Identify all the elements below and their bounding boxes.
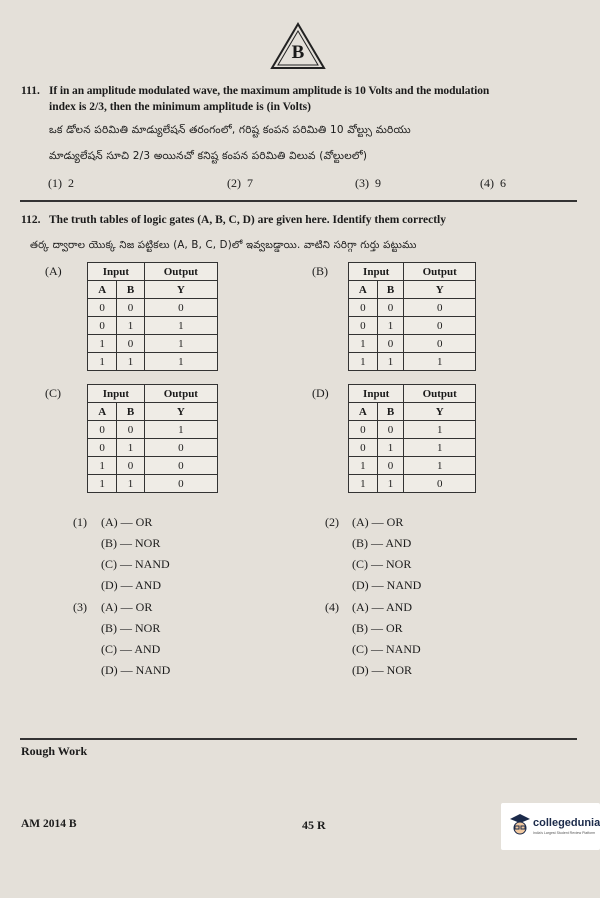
cell: 0 <box>88 317 117 335</box>
cell: 0 <box>377 421 404 439</box>
table-row <box>349 475 476 493</box>
output-header: Output <box>404 263 476 281</box>
table-row <box>349 317 476 335</box>
q112-text: The truth tables of logic gates (A, B, C, D) are given here. Identify them correctly <box>49 214 446 226</box>
cell: 0 <box>377 299 404 317</box>
truth-table-c <box>87 384 218 493</box>
option-line: (C) — AND <box>101 642 161 656</box>
cell: 0 <box>349 317 378 335</box>
cell: 1 <box>349 335 378 353</box>
table-row <box>349 299 476 317</box>
q111-option-4[interactable] <box>480 176 506 191</box>
col-header: Y <box>404 403 476 421</box>
option-line: (A) — AND <box>352 600 412 614</box>
col-header: B <box>117 403 144 421</box>
output-header: Output <box>144 263 217 281</box>
cell: 0 <box>144 475 217 493</box>
brand-tagline: India's Largest Student Review Platform <box>533 831 596 835</box>
truth-table-d <box>348 384 476 493</box>
option-line: (D) — AND <box>101 578 161 592</box>
cell: 0 <box>404 299 476 317</box>
table-row <box>88 439 218 457</box>
option-text: 9 <box>375 176 381 190</box>
option-label: (1) <box>48 176 62 190</box>
cell: 1 <box>144 317 217 335</box>
option-line: (D) — NAND <box>101 663 171 677</box>
brand-name: collegedunia <box>533 817 600 829</box>
rough-work-label: Rough Work <box>21 744 88 758</box>
table-row <box>88 353 218 371</box>
cell: 1 <box>88 475 117 493</box>
cell: 0 <box>349 439 378 457</box>
option-line: (A) — OR <box>101 515 153 529</box>
option-line: (C) — NAND <box>352 642 421 656</box>
output-header: Output <box>404 385 476 403</box>
cell: 0 <box>117 335 144 353</box>
q111-telugu-line1: ఒక డోలన పరిమితి మాడ్యులేషన్ తరంగంలో, గరిష్ట కంపన పరిమితి 10 వోల్ట్సు మరియు <box>49 124 411 136</box>
option-line: (A) — OR <box>352 515 404 529</box>
cell: 0 <box>144 299 217 317</box>
cell: 0 <box>117 457 144 475</box>
option-line: (A) — OR <box>101 600 153 614</box>
table-row <box>88 335 218 353</box>
table-a-label: (A) <box>45 264 62 278</box>
q111-option-3[interactable] <box>355 176 381 191</box>
option-line: (B) — NOR <box>101 621 161 635</box>
option-line: (B) — OR <box>352 621 403 635</box>
cell: 0 <box>144 457 217 475</box>
cell: 1 <box>377 353 404 371</box>
col-header: B <box>117 281 144 299</box>
table-row <box>349 457 476 475</box>
option-line: (C) — NAND <box>101 557 170 571</box>
table-row <box>349 421 476 439</box>
option-line: (C) — NOR <box>352 557 412 571</box>
cell: 0 <box>377 335 404 353</box>
booklet-code-badge <box>270 22 326 70</box>
option-label: (4) <box>480 176 494 190</box>
cell: 1 <box>117 317 144 335</box>
cell: 0 <box>144 439 217 457</box>
cell: 1 <box>144 335 217 353</box>
col-header: A <box>88 403 117 421</box>
cell: 1 <box>117 475 144 493</box>
table-b-label: (B) <box>312 264 328 278</box>
option-label: (4) <box>325 600 339 614</box>
table-c-label: (C) <box>45 386 61 400</box>
cell: 0 <box>88 299 117 317</box>
page-number: 45 R <box>302 818 326 832</box>
q111-option-2[interactable] <box>227 176 253 191</box>
q111-number: 111. <box>21 85 40 97</box>
cell: 1 <box>88 335 117 353</box>
cell: 1 <box>404 353 476 371</box>
col-header: Y <box>144 281 217 299</box>
collegedunia-badge[interactable] <box>501 803 600 850</box>
input-header: Input <box>88 263 145 281</box>
col-header: B <box>377 281 404 299</box>
col-header: A <box>349 403 378 421</box>
col-header: A <box>88 281 117 299</box>
section-divider <box>20 200 577 202</box>
booklet-code: B <box>291 42 305 63</box>
cell: 1 <box>88 457 117 475</box>
cell: 0 <box>404 335 476 353</box>
footer-divider <box>20 738 577 740</box>
option-line: (D) — NOR <box>352 663 412 677</box>
cell: 1 <box>349 457 378 475</box>
col-header: A <box>349 281 378 299</box>
option-label: (1) <box>73 515 87 529</box>
cell: 0 <box>117 421 144 439</box>
option-label: (3) <box>73 600 87 614</box>
cell: 1 <box>404 421 476 439</box>
cell: 1 <box>377 475 404 493</box>
cell: 0 <box>349 421 378 439</box>
cell: 1 <box>404 439 476 457</box>
col-header: B <box>377 403 404 421</box>
table-row <box>88 457 218 475</box>
table-d-label: (D) <box>312 386 329 400</box>
option-label: (3) <box>355 176 369 190</box>
truth-table-a <box>87 262 218 371</box>
table-row <box>349 353 476 371</box>
cell: 0 <box>377 457 404 475</box>
input-header: Input <box>88 385 145 403</box>
cell: 1 <box>117 353 144 371</box>
option-line: (B) — NOR <box>101 536 161 550</box>
q111-option-1[interactable] <box>48 176 74 191</box>
input-header: Input <box>349 385 404 403</box>
cell: 0 <box>404 317 476 335</box>
cell: 1 <box>404 457 476 475</box>
option-text: 7 <box>247 176 253 190</box>
q111-text-line2: index is 2/3, then the minimum amplitude is (in Volts) <box>49 101 311 113</box>
q112-number: 112. <box>21 214 41 226</box>
q111-telugu-line2: మాడ్యులేషన్ సూచి 2/3 అయినచో కనిష్ట కంపన పరిమితి విలువ (వోల్టులలో) <box>49 150 368 162</box>
option-text: 6 <box>500 176 506 190</box>
col-header: Y <box>404 281 476 299</box>
input-header: Input <box>349 263 404 281</box>
cell: 1 <box>349 475 378 493</box>
option-line: (B) — AND <box>352 536 412 550</box>
cell: 1 <box>349 353 378 371</box>
q112-telugu: తర్క ద్వారాల యొక్క నిజ పట్టికలు (A, B, C, D)లో ఇవ్వబడ్డాయి. వాటిని సరిగ్గా గుర్తు పట్టుము <box>30 240 417 251</box>
cell: 0 <box>349 299 378 317</box>
table-row <box>88 299 218 317</box>
cell: 1 <box>377 439 404 457</box>
option-label: (2) <box>227 176 241 190</box>
cell: 0 <box>88 439 117 457</box>
cell: 1 <box>144 353 217 371</box>
truth-table-b <box>348 262 476 371</box>
cell: 0 <box>404 475 476 493</box>
cell: 1 <box>377 317 404 335</box>
q111-text-line1: If in an amplitude modulated wave, the maximum amplitude is 10 Volts and the modulation <box>49 85 490 97</box>
cell: 1 <box>144 421 217 439</box>
table-row <box>88 475 218 493</box>
graduate-logo-icon <box>509 813 531 837</box>
option-label: (2) <box>325 515 339 529</box>
output-header: Output <box>144 385 217 403</box>
paper-code: AM 2014 B <box>21 818 77 830</box>
table-row <box>349 335 476 353</box>
cell: 0 <box>117 299 144 317</box>
table-row <box>88 421 218 439</box>
table-row <box>88 317 218 335</box>
cell: 1 <box>117 439 144 457</box>
col-header: Y <box>144 403 217 421</box>
cell: 1 <box>88 353 117 371</box>
option-text: 2 <box>68 176 74 190</box>
cell: 0 <box>88 421 117 439</box>
option-line: (D) — NAND <box>352 578 422 592</box>
table-row <box>349 439 476 457</box>
